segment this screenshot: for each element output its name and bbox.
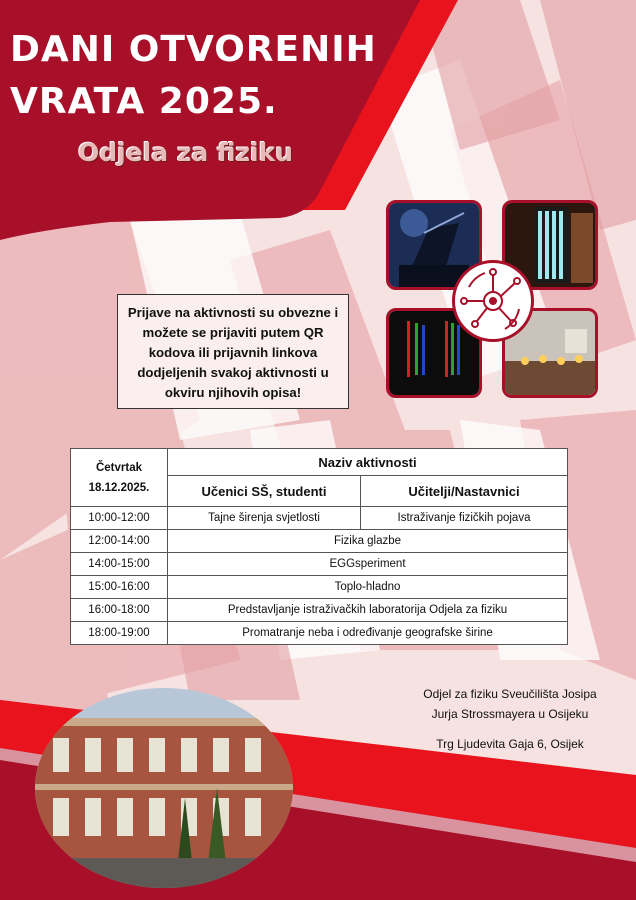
time-cell: 14:00-15:00 [71,553,168,576]
address-street: Trg Ljudevita Gaja 6, Osijek [436,737,584,751]
activity-cell: Tajne širenja svjetlosti [168,507,361,530]
page-subtitle: Odjela za fiziku [78,138,294,167]
table-row [71,576,568,599]
title-line-1: DANI OTVORENIH [10,29,377,70]
molecule-network-icon [452,260,534,342]
photo-collage [386,200,600,404]
students-header: Učenici SŠ, studenti [168,476,361,507]
table-header-row [71,449,568,476]
activity-cell: Fizika glazbe [168,530,568,553]
schedule-table [70,448,568,645]
table-row [71,553,568,576]
table-row [71,599,568,622]
activity-cell: Predstavljanje istraživačkih laboratorija Odjela za fiziku [168,599,568,622]
time-cell: 10:00-12:00 [71,507,168,530]
activity-cell: Toplo-hladno [168,576,568,599]
activity-cell: Istraživanje fizičkih pojava [361,507,568,530]
time-cell: 15:00-16:00 [71,576,168,599]
table-row [71,530,568,553]
day-name: Četvrtak [95,461,143,474]
table-row [71,507,568,530]
address-line-1: Odjel za fiziku Sveučilišta Josipa [423,687,597,701]
address-line-2: Jurja Strossmayera u Osijeku [431,707,589,721]
time-cell: 18:00-19:00 [71,622,168,645]
time-cell: 16:00-18:00 [71,599,168,622]
address-block [410,684,610,754]
day-date: 18.12.2025. [88,481,150,494]
activity-cell: Promatranje neba i određivanje geografske širine [168,622,568,645]
building-photo [35,688,293,888]
teachers-header: Učitelji/Nastavnici [361,476,568,507]
day-cell [71,449,168,507]
title-line-2: VRATA 2025. [10,81,278,122]
activity-cell: EGGsperiment [168,553,568,576]
time-cell: 12:00-14:00 [71,530,168,553]
registration-notice: Prijave na aktivnosti su obvezne i možete se prijaviti putem QR kodova ili prijavnih linkova dodjeljenih svakoj aktivnosti u okviru njihovih opisa! [117,294,349,409]
table-row [71,622,568,645]
page-title [10,24,377,128]
activity-header: Naziv aktivnosti [168,449,568,476]
